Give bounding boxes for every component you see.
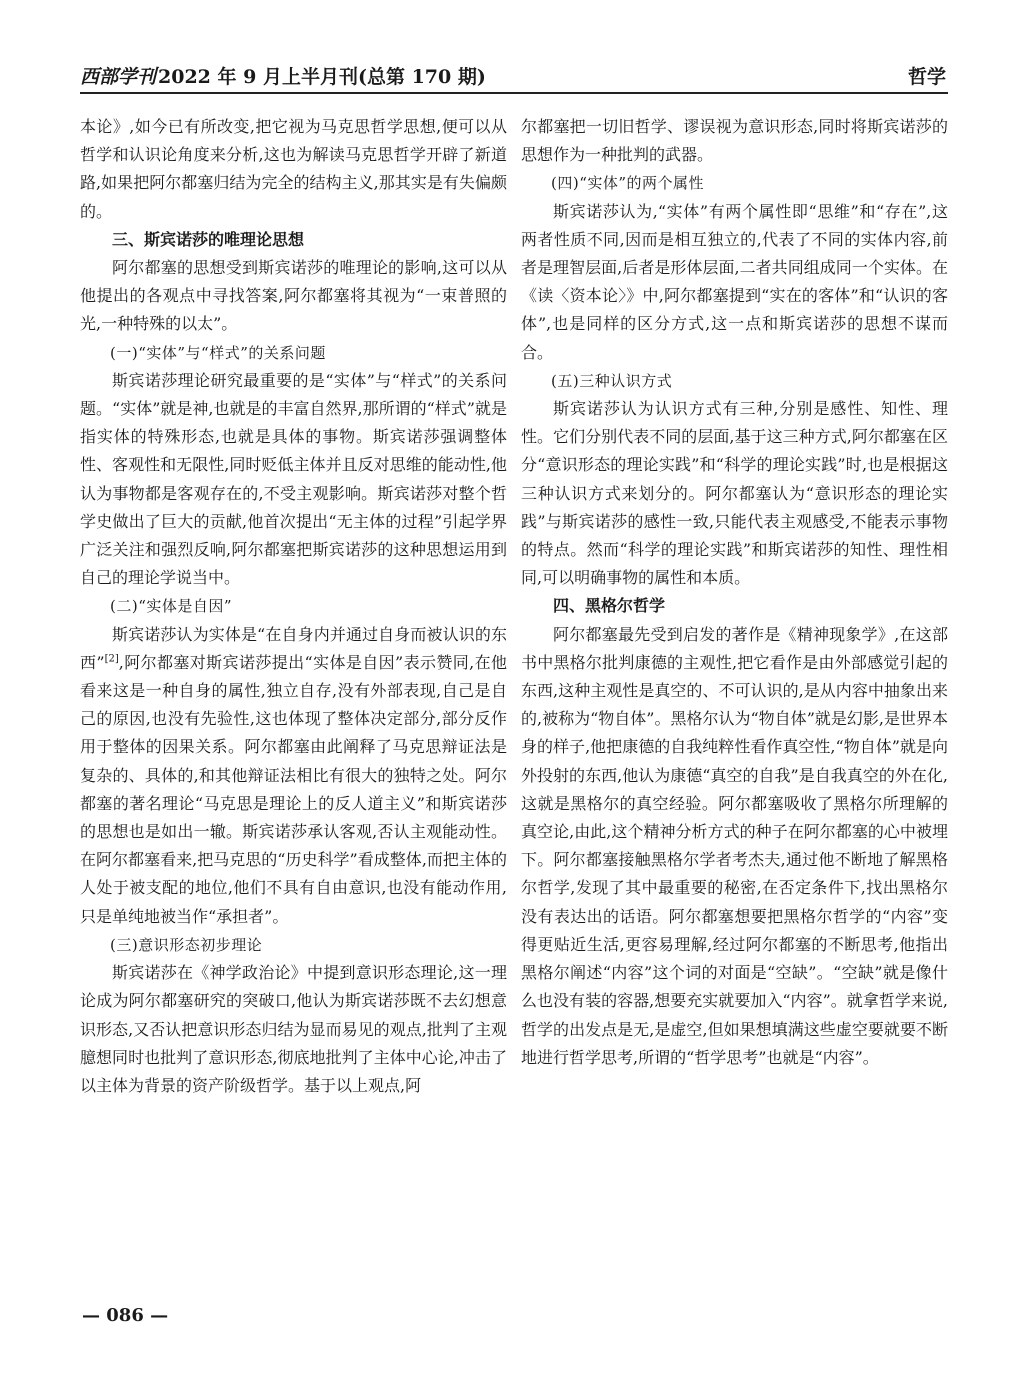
paragraph: 斯宾诺莎在《神学政治论》中提到意识形态理论,这一理论成为阿尔都塞研究的突破口,他认为斯宾诺莎既不去幻想意识形态,又否认把意识形态归结为显而易见的观点,批判了主观臆想同时也批判了意识形态,彻底地批判了主体中心论,冲击了以主体为背景的资产阶级哲学。基于以上观点,阿 <box>80 963 507 1095</box>
section-label: 哲学 <box>907 66 946 88</box>
paragraph: 尔都塞把一切旧哲学、谬误视为意识形态,同时将斯宾诺莎的思想作为一种批判的武器。 <box>521 117 948 165</box>
text-run: ,阿尔都塞对斯宾诺莎提出“实体是自因”表示赞同,在他看来这是一种自身的属性,独立自存,没有外部表现,自己是自己的原因,也没有先验性,这也体现了整体决定部分,部分反作用于整体的因果关系。阿尔都塞由此阐释了马克思辩证法是复杂的、具体的,和其他辩证法相比有很大的独特之处。阿尔都塞的著名理论“马克思是理论上的反人道主义”和斯宾诺莎的思想也是如出一辙。斯宾诺莎承认客观,否认主观能动性。在阿尔都塞看来,把马克思的“历史科学”看成整体,而把主体的人处于被支配的地位,他们不具有自由意识,也没有能动作用,只是单纯地被当作“承担者”。 <box>80 652 507 926</box>
journal-logo: 西部学刊 <box>80 66 157 88</box>
text-run: 斯宾诺莎认为实体是“在自身内并通过自身而被认识的东西” <box>80 624 507 672</box>
left-column <box>80 113 507 1100</box>
citation-ref: [2] <box>104 653 119 665</box>
paragraph: 斯宾诺莎认为,“实体”有两个属性即“思维”和“存在”,这两者性质不同,因而是相互独立的,代表了不同的实体内容,前者是理智层面,后者是形体层面,二者共同组成同一个实体。在《读〈资本论〉》中,阿尔都塞提到“实在的客体”和“认识的客体”,也是同样的区分方式,这一点和斯宾诺莎的思想不谋而合。 <box>521 201 948 362</box>
paragraph: 本论》,如今已有所改变,把它视为马克思哲学思想,便可以从哲学和认识论角度来分析,这也为解读马克思哲学开辟了新道路,如果把阿尔都塞归结为完全的结构主义,那其实是有失偏颇的。 <box>80 117 507 221</box>
section-heading-4: 四、黑格尔哲学 <box>553 596 666 616</box>
paragraph: 斯宾诺莎理论研究最重要的是“实体”与“样式”的关系问题。“实体”就是神,也就是的丰富自然界,那所谓的“样式”就是指实体的特殊形态,也就是具体的事物。斯宾诺莎强调整体性、客观性和无限性,同时贬低主体并且反对思维的能动性,他认为事物都是客观存在的,不受主观影响。斯宾诺莎对整个哲学史做出了巨大的贡献,他首次提出“无主体的过程”引起学界广泛关注和强烈反响,阿尔都塞把斯宾诺莎的这种思想运用到自己的理论学说当中。 <box>80 370 507 588</box>
journal-info <box>80 62 486 89</box>
running-header <box>80 62 948 94</box>
subsection-heading: (四)“实体”的两个属性 <box>551 174 705 193</box>
paragraph: 阿尔都塞最先受到启发的著作是《精神现象学》,在这部书中黑格尔批判康德的主观性,把它看作是由外部感觉引起的东西,这种主观性是真空的、不可认识的,是从内容中抽象出来的,被称为“物自体”。黑格尔认为“物自体”就是幻影,是世界本身的样子,他把康德的自我纯粹性看作真空性,“物自体”就是向外投射的东西,他认为康德“真空的自我”是自我真空的外在化,这就是黑格尔的真空经验。阿尔都塞吸收了黑格尔所理解的真空论,由此,这个精神分析方式的种子在阿尔都塞的心中被埋下。阿尔都塞接触黑格尔学者考杰夫,通过他不断地了解黑格尔哲学,发现了其中最重要的秘密,在否定条件下,找出黑格尔没有表达出的话语。阿尔都塞想要把黑格尔哲学的“内容”变得更贴近生活,更容易理解,经过阿尔都塞的不断思考,他指出黑格尔阐述“内容”这个词的对面是“空缺”。“空缺”就是像什么也没有装的容器,想要充实就要加入“内容”。就拿哲学来说,哲学的出发点是无,是虚空,但如果想填满这些虚空要就要不断地进行哲学思考,所谓的“哲学思考”也就是“内容”。 <box>521 624 948 1067</box>
page-number: — 086 — <box>82 1305 169 1326</box>
paragraph: 斯宾诺莎认为认识方式有三种,分别是感性、知性、理性。它们分别代表不同的层面,基于这三种方式,阿尔都塞在区分“意识形态的理论实践”和“科学的理论实践”时,也是根据这三种认识方式来划分的。阿尔都塞认为“意识形态的理论实践”与斯宾诺莎的感性一致,只能代表主观感受,不能表示事物的特点。然而“科学的理论实践”和斯宾诺莎的知性、理性相同,可以明确事物的属性和本质。 <box>521 399 948 588</box>
section-heading-3: 三、斯宾诺莎的唯理论思想 <box>112 229 305 249</box>
subsection-heading: (五)三种认识方式 <box>551 371 673 390</box>
issue-info: 2022 年 9 月上半月刊(总第 170 期) <box>158 66 486 88</box>
subsection-heading: (二)“实体是自因” <box>110 597 233 616</box>
right-column <box>521 113 948 1072</box>
subsection-heading: (一)“实体”与“样式”的关系问题 <box>110 343 326 362</box>
paragraph: 阿尔都塞的思想受到斯宾诺莎的唯理论的影响,这可以从他提出的各观点中寻找答案,阿尔都塞将其视为“一束普照的光,一种特殊的以太”。 <box>80 258 507 334</box>
subsection-heading: (三)意识形态初步理论 <box>110 935 263 954</box>
paragraph <box>80 621 507 931</box>
